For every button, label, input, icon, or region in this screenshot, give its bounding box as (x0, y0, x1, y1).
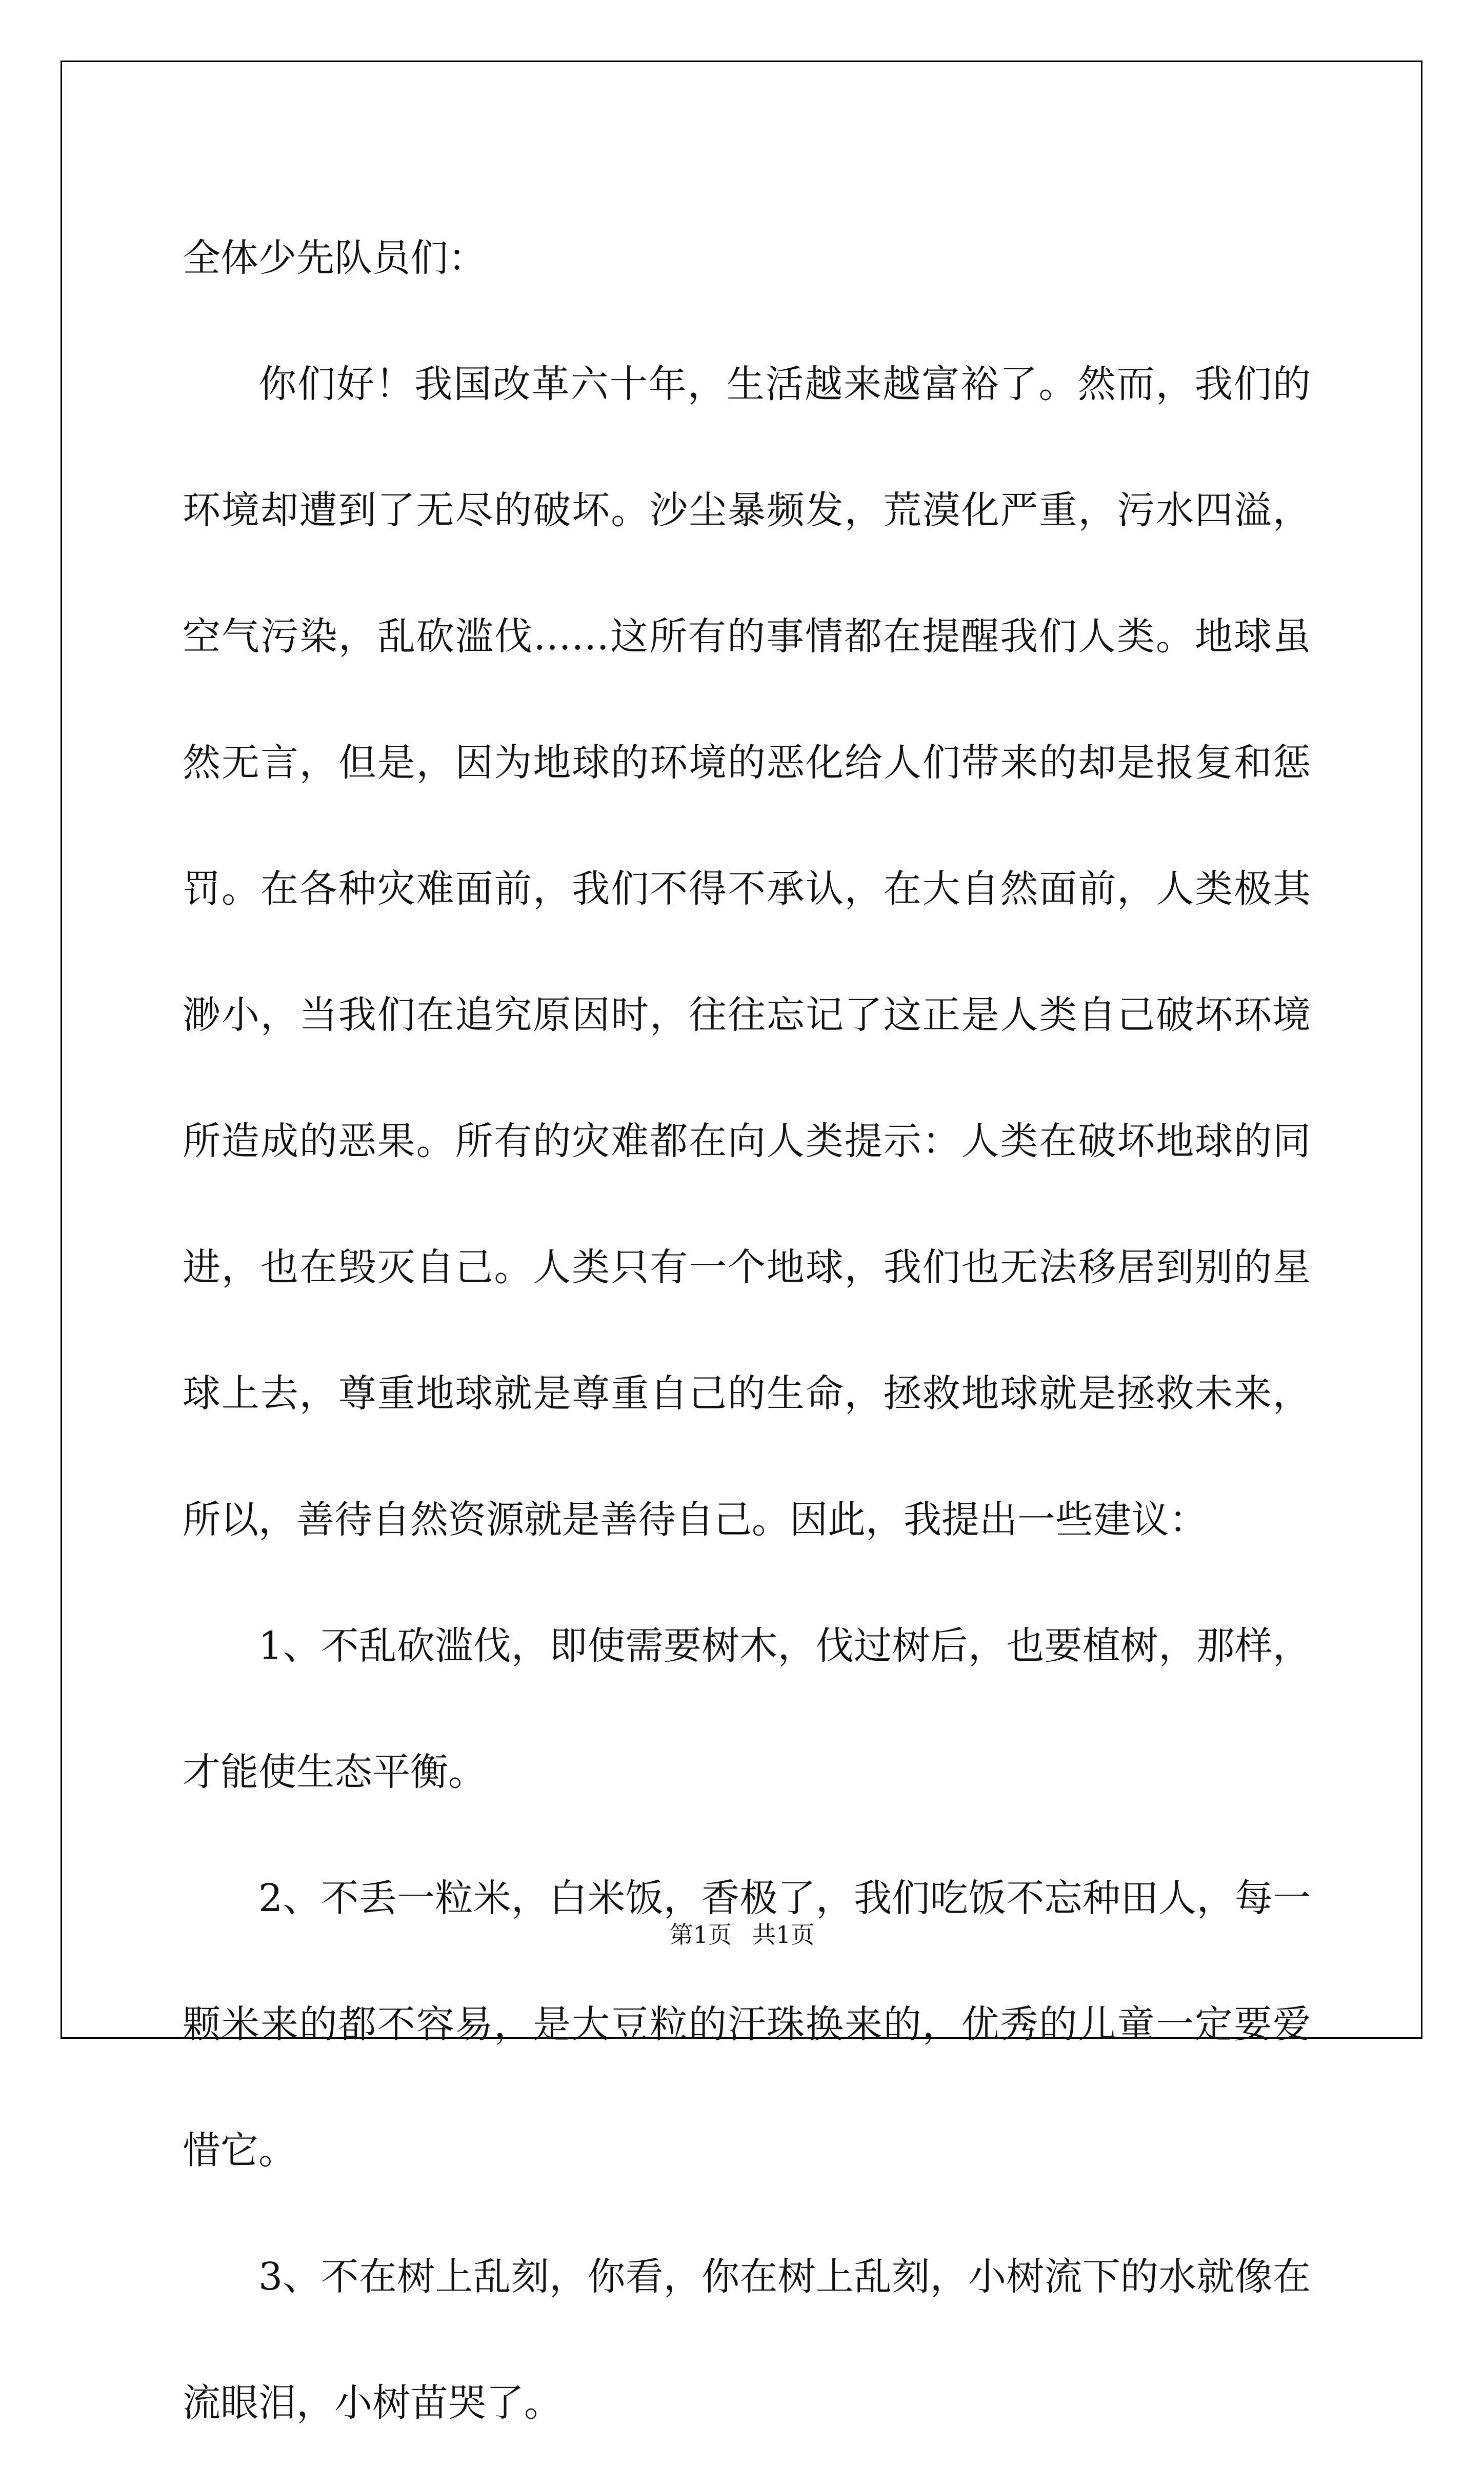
document-body (183, 195, 1311, 2466)
page-number-current: 第1页 (669, 1921, 732, 1948)
paragraph-intro: 你们好！我国改革六十年，生活越来越富裕了。然而，我们的环境却遭到了无尽的破坏。沙尘暴频发，荒漠化严重，污水四溢，空气污染，乱砍滥伐……这所有的事情都在提醒我们人类。地球虽然无言，但是，因为地球的环境的恶化给人们带来的却是报复和惩罚。在各种灾难面前，我们不得不承认，在大自然面前，人类极其渺小，当我们在追究原因时，往往忘记了这正是人类自己破坏环境所造成的恶果。所有的灾难都在向人类提示：人类在破坏地球的同进，也在毁灭自己。人类只有一个地球，我们也无法移居到别的星球上去，尊重地球就是尊重自己的生命，拯救地球就是拯救未来，所以，善待自然资源就是善待自己。因此，我提出一些建议： (183, 362, 1311, 1542)
paragraph-suggestion-2: 2、不丢一粒米，白米饭，香极了，我们吃饭不忘种田人，每一颗米来的都不容易，是大豆粒的汗珠换来的，优秀的儿童一定要爱惜它。 (183, 1876, 1311, 2173)
page-footer (0, 1919, 1484, 1950)
paragraph-suggestion-3: 3、不在树上乱刻，你看，你在树上乱刻，小树流下的水就像在流眼泪，小树苗哭了。 (183, 2255, 1311, 2425)
salutation: 全体少先队员们： (183, 236, 486, 280)
paragraph-suggestion-1: 1、不乱砍滥伐，即使需要树木，伐过树后，也要植树，那样，才能使生态平衡。 (183, 1624, 1311, 1794)
page-number-total: 共1页 (752, 1921, 815, 1948)
